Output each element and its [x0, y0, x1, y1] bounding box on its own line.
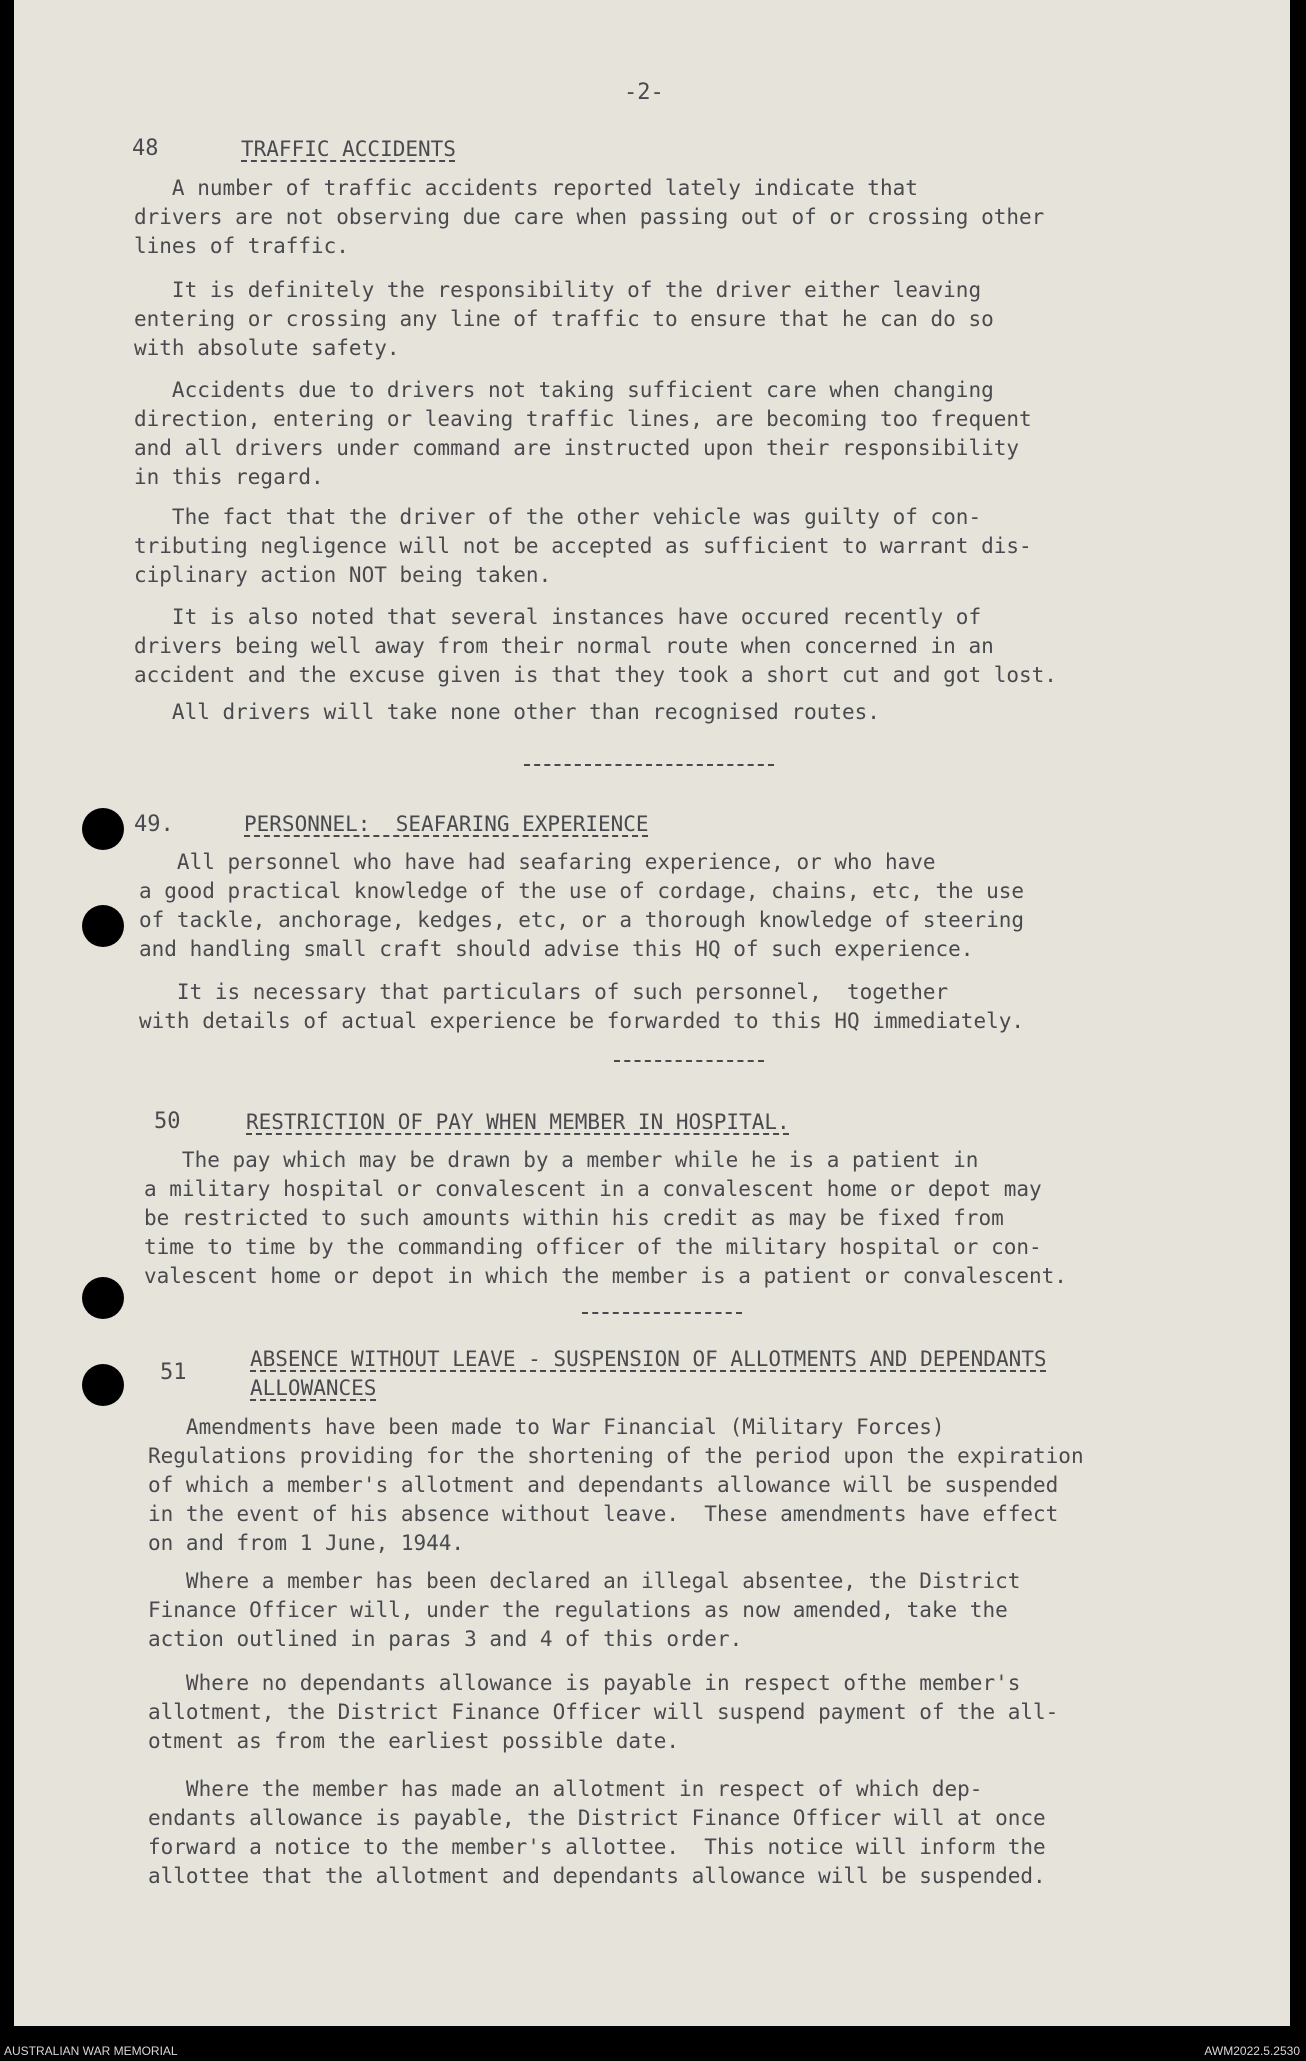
- footer-accession-number: AWM2022.5.2530: [1204, 2044, 1300, 2058]
- page-number: -2-: [624, 80, 664, 105]
- section-divider: [582, 1312, 742, 1314]
- document-page: [14, 0, 1290, 2026]
- punch-hole: [82, 905, 124, 947]
- section-number-50: 50: [154, 1109, 181, 1134]
- paragraph-48-2: It is definitely the responsibility of the driver either leaving entering or crossing any line of traffic to ensure that he can do so with absolute safety.: [134, 278, 994, 360]
- footer-archive-name: AUSTRALIAN WAR MEMORIAL: [4, 2044, 178, 2058]
- section-divider: [524, 764, 774, 766]
- paragraph-48-4: The fact that the driver of the other vehicle was guilty of con- tributing negligence will not be accepted as sufficient to warrant dis- ciplinary action NOT being taken.: [134, 505, 1032, 587]
- paragraph-51-2: Where a member has been declared an illegal absentee, the District Finance Officer will, under the regulations as now amended, take the action outlined in paras 3 and 4 of this order.: [148, 1569, 1021, 1651]
- paragraph-51-4: Where the member has made an allotment in respect of which dep- endants allowance is payable, the District Finance Officer will at once forward a notice to the member's allottee. This notice will inform the allottee that the allotment and dependants allowance will be suspended.: [148, 1777, 1046, 1888]
- section-number-51: 51: [160, 1360, 187, 1385]
- section-number-48: 48: [132, 136, 159, 161]
- section-heading-51-line-2: ALLOWANCES: [250, 1376, 377, 1400]
- section-number-49: 49.: [134, 812, 174, 837]
- paragraph-48-5: It is also noted that several instances have occured recently of drivers being well away from their normal route when concerned in an accident and the excuse given is that they took a short cut and got lost.: [134, 605, 1057, 687]
- section-heading-48: TRAFFIC ACCIDENTS: [241, 137, 456, 161]
- section-heading-50: RESTRICTION OF PAY WHEN MEMBER IN HOSPITAL.: [246, 1110, 790, 1134]
- section-heading-49: PERSONNEL: SEAFARING EXPERIENCE: [244, 812, 649, 836]
- paragraph-48-6: All drivers will take none other than recognised routes.: [134, 700, 880, 724]
- punch-hole: [82, 808, 124, 850]
- paragraph-50-1: The pay which may be drawn by a member while he is a patient in a military hospital or convalescent in a convalescent home or depot may be restricted to such amounts within his credit as may be fixed from time to time by the commanding officer of the military hospital or con- valescent home or depot in which the member is a patient or convalescent.: [144, 1148, 1067, 1288]
- section-divider: [614, 1060, 764, 1062]
- paragraph-51-1: Amendments have been made to War Financial (Military Forces) Regulations providing for the shortening of the period upon the expiration of which a member's allotment and dependants allowance will be suspended in the event of his absence without leave. These amendments have effect on and from 1 June, 1944.: [148, 1415, 1084, 1555]
- paragraph-49-1: All personnel who have had seafaring experience, or who have a good practical knowledge of the use of cordage, chains, etc, the use of tackle, anchorage, kedges, etc, or a thorough knowledge of steering and handling small craft should advise this HQ of such experience.: [139, 850, 1025, 961]
- paragraph-48-1: A number of traffic accidents reported lately indicate that drivers are not observing due care when passing out of or crossing other lines of traffic.: [134, 176, 1045, 258]
- punch-hole: [82, 1277, 124, 1319]
- section-heading-51-line-1: ABSENCE WITHOUT LEAVE - SUSPENSION OF ALLOTMENTS AND DEPENDANTS: [250, 1347, 1047, 1371]
- punch-hole: [82, 1364, 124, 1406]
- paragraph-49-2: It is necessary that particulars of such personnel, together with details of actual experience be forwarded to this HQ immediately.: [139, 980, 1025, 1033]
- paragraph-51-3: Where no dependants allowance is payable in respect ofthe member's allotment, the District Finance Officer will suspend payment of the all- otment as from the earliest possible date.: [148, 1671, 1059, 1753]
- paragraph-48-3: Accidents due to drivers not taking sufficient care when changing direction, entering or leaving traffic lines, are becoming too frequent and all drivers under command are instructed upon their responsibility in this regard.: [134, 378, 1032, 489]
